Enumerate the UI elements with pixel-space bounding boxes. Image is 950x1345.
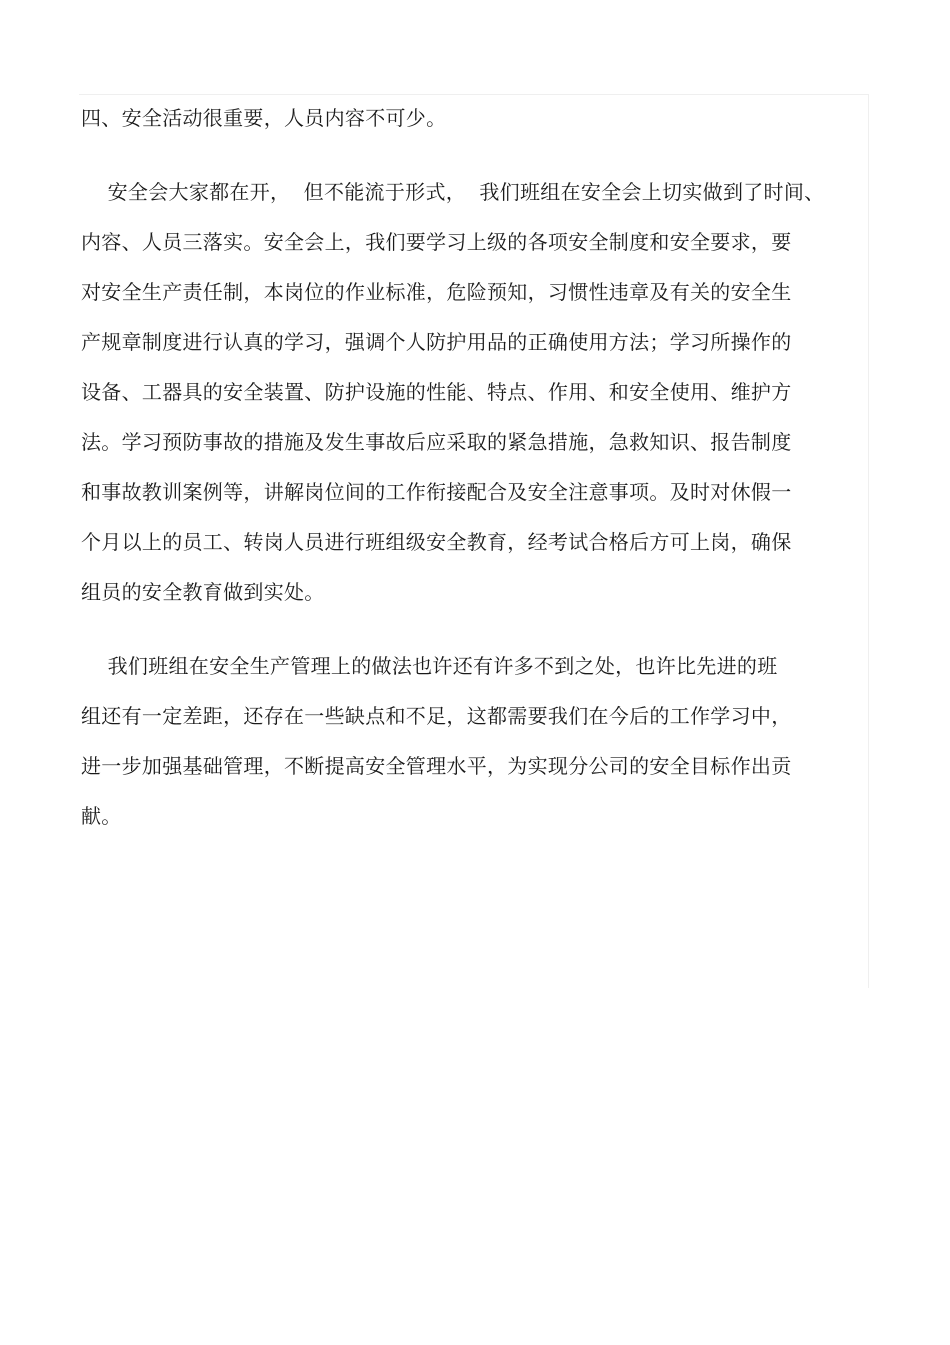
paragraph-1-line-5: 设备、工器具的安全装置、防护设施的性能、特点、作用、和安全使用、维护方 xyxy=(81,380,792,404)
paragraph-1-line-6: 法。学习预防事故的措施及发生事故后应采取的紧急措施，急救知识、报告制度 xyxy=(81,430,792,454)
paragraph-2-line-2: 组还有一定差距，还存在一些缺点和不足，这都需要我们在今后的工作学习中， xyxy=(81,704,792,728)
paragraph-1-line-2: 内容、人员三落实。安全会上，我们要学习上级的各项安全制度和安全要求，要 xyxy=(81,230,792,254)
paragraph-1-line-3: 对安全生产责任制，本岗位的作业标准，危险预知，习惯性违章及有关的安全生 xyxy=(81,280,792,304)
paragraph-1-line-8: 个月以上的员工、转岗人员进行班组级安全教育，经考试合格后方可上岗，确保 xyxy=(81,530,792,554)
paragraph-1-line-9: 组员的安全教育做到实处。 xyxy=(81,580,325,604)
paragraph-1-line-4: 产规章制度进行认真的学习，强调个人防护用品的正确使用方法；学习所操作的 xyxy=(81,330,792,354)
paragraph-2-line-1: 我们班组在安全生产管理上的做法也许还有许多不到之处，也许比先进的班 xyxy=(81,654,778,678)
paragraph-2-line-4: 献。 xyxy=(81,804,122,828)
paragraph-1-line-7: 和事故教训案例等，讲解岗位间的工作衔接配合及安全注意事项。及时对休假一 xyxy=(81,480,792,504)
paragraph-1-line-1: 安全会大家都在开， 但不能流于形式， 我们班组在安全会上切实做到了时间、 xyxy=(81,180,825,204)
paragraph-2-line-3: 进一步加强基础管理，不断提高安全管理水平，为实现分公司的安全目标作出贡 xyxy=(81,754,792,778)
section-heading: 四、安全活动很重要，人员内容不可少。 xyxy=(81,106,447,130)
